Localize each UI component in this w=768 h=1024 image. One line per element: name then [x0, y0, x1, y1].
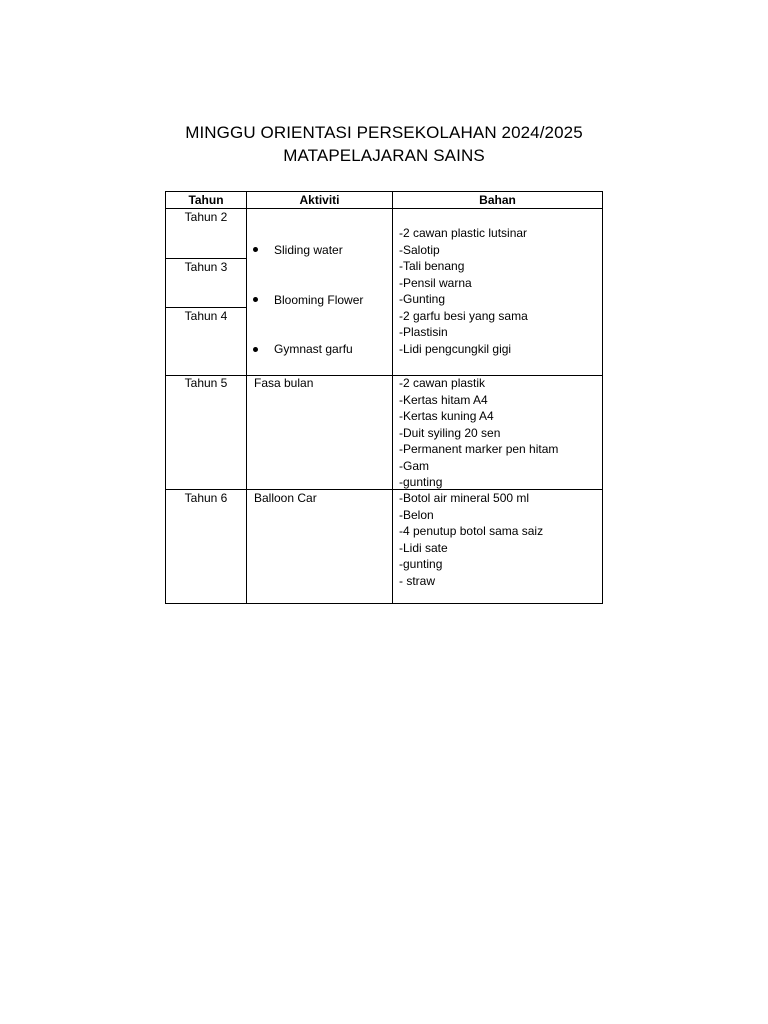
- material-item: -Lidi sate: [399, 540, 448, 555]
- activity-sliding-water: Sliding water: [274, 243, 343, 257]
- year-cell-tahun-5: Tahun 5: [184, 376, 228, 390]
- material-item: -2 cawan plastic lutsinar: [399, 226, 528, 240]
- material-item: - straw: [399, 573, 435, 588]
- material-item: -Lidi pengcungkil gigi: [399, 341, 512, 356]
- bullet-icon: [253, 247, 258, 252]
- material-item: -Salotip: [399, 242, 440, 257]
- material-item: -Gunting: [399, 292, 446, 306]
- material-item: -Gam: [399, 458, 429, 473]
- year-cell-tahun-4: Tahun 4: [184, 309, 228, 323]
- header-aktiviti: Aktiviti: [299, 193, 340, 207]
- activity-gymnast-garfu: Gymnast garfu: [274, 342, 353, 356]
- materials-list-tahun-6: [399, 490, 543, 589]
- column-divider-2: [392, 191, 393, 604]
- title-line-2: MATAPELAJARAN SAINS: [283, 146, 485, 165]
- material-item: -Tali benang: [399, 259, 465, 273]
- bullet-icon: [253, 297, 258, 302]
- activity-blooming-flower: Blooming Flower: [274, 293, 364, 307]
- material-item: -Kertas hitam A4: [399, 392, 488, 407]
- year-cell-tahun-3: Tahun 3: [184, 260, 228, 274]
- material-item: -Pensil warna: [399, 275, 472, 290]
- materials-list-group-1: [399, 225, 528, 357]
- material-item: -Kertas kuning A4: [399, 409, 494, 423]
- material-item: -Duit syiling 20 sen: [399, 425, 501, 440]
- material-item: -Botol air mineral 500 ml: [399, 491, 530, 505]
- material-item: -Plastisin: [399, 325, 448, 339]
- title-line-1: MINGGU ORIENTASI PERSEKOLAHAN 2024/2025: [185, 123, 583, 142]
- material-item: -gunting: [399, 475, 443, 489]
- materials-list-tahun-5: [399, 375, 558, 491]
- column-divider-1: [246, 191, 247, 604]
- header-tahun: Tahun: [188, 193, 224, 207]
- header-bahan: Bahan: [479, 193, 516, 207]
- material-item: -gunting: [399, 557, 443, 571]
- year-cell-tahun-6: Tahun 6: [184, 491, 228, 505]
- year-cell-tahun-2: Tahun 2: [184, 210, 228, 224]
- activity-fasa-bulan: Fasa bulan: [254, 376, 314, 390]
- material-item: -2 cawan plastik: [399, 376, 486, 390]
- bullet-icon: [253, 347, 258, 352]
- material-item: -Permanent marker pen hitam: [399, 442, 559, 456]
- material-item: -4 penutup botol sama saiz: [399, 524, 544, 538]
- material-item: -2 garfu besi yang sama: [399, 308, 528, 323]
- material-item: -Belon: [399, 507, 434, 522]
- activity-balloon-car: Balloon Car: [254, 491, 317, 505]
